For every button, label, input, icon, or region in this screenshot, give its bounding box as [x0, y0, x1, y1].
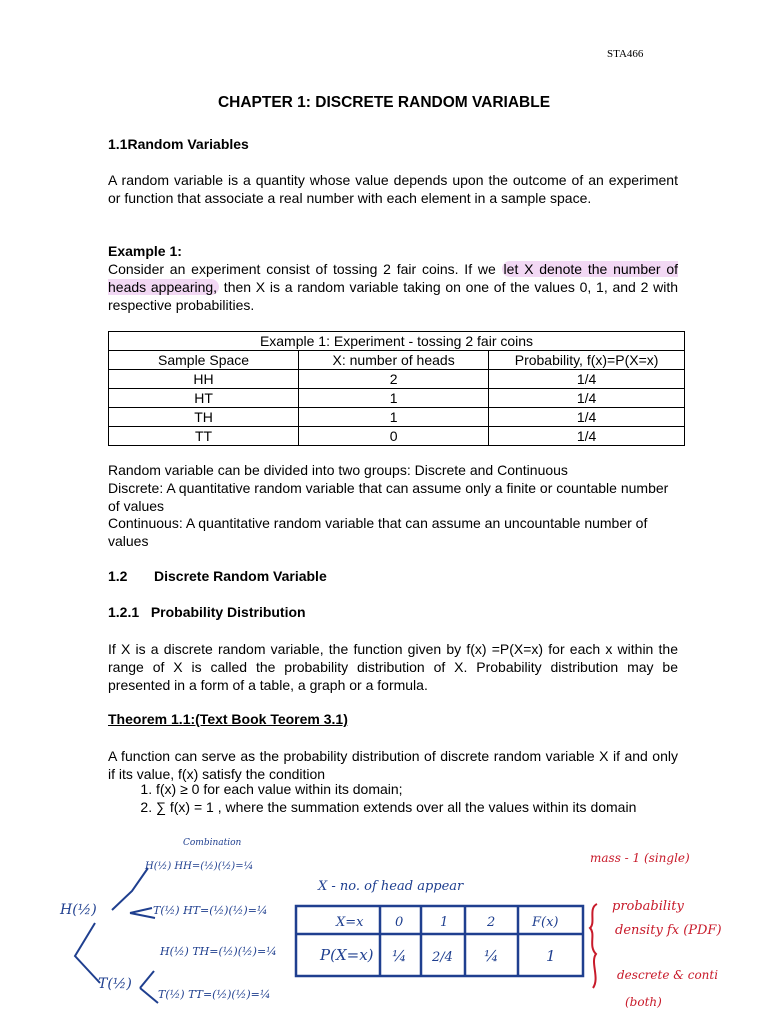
table-cell: 1/4	[489, 389, 685, 408]
theorem-intro: A function can serve as the probability distribution of discrete random variable X if and only if its value, f(x) satisfy the condition	[108, 748, 678, 782]
highlighted-text: let X denote the number of heads appearing,	[108, 261, 679, 295]
example-paragraph	[108, 260, 678, 314]
table-cell: 2	[299, 370, 489, 389]
hw-cell: 1	[440, 915, 449, 930]
section-number: 1.1	[108, 136, 128, 152]
tree-root-h: H(½)	[60, 902, 97, 918]
hw-cell: X=x	[336, 915, 364, 930]
x-label: X - no. of head appear	[318, 879, 464, 894]
hw-cell: 2/4	[432, 950, 453, 965]
branch-line	[140, 988, 158, 1003]
combination-label: Combination	[183, 838, 242, 848]
table-header-cell: Probability, f(x)=P(X=x)	[489, 351, 685, 370]
groups-line-2: Discrete: A quantitative random variable that can assume only a finite or countable number of values	[108, 480, 669, 514]
tree-ht: T(½) HT=(½)(½)=¼	[153, 904, 268, 917]
branch-line	[112, 868, 148, 910]
section-number: 1.2	[108, 568, 128, 584]
pdf-note-3: descrete & conti	[617, 968, 719, 982]
table-cell: HH	[109, 370, 299, 389]
page-title: CHAPTER 1: DISCRETE RANDOM VARIABLE	[217, 94, 551, 111]
definition-paragraph: A random variable is a quantity whose value depends upon the outcome of an experiment or function that associate a real number with each element in a sample space.	[108, 172, 678, 206]
hw-cell: P(X=x)	[320, 946, 374, 964]
table-cell: 1/4	[489, 427, 685, 446]
table-row	[109, 408, 685, 427]
example-text-before: Consider an experiment consist of tossing 2 fair coins. If we	[108, 261, 502, 277]
condition-list	[128, 780, 726, 816]
table-row	[109, 370, 685, 389]
hw-cell: F(x)	[532, 915, 559, 930]
table-header-cell: X: number of heads	[299, 351, 489, 370]
theorem-title: Theorem 1.1:(Text Book Teorem 3.1)	[108, 711, 348, 727]
table-cell: 1	[299, 408, 489, 427]
table-cell: 1/4	[489, 370, 685, 389]
section-1-2-heading	[108, 568, 327, 584]
table-cell: 1	[299, 389, 489, 408]
table-cell: 0	[299, 427, 489, 446]
pdf-note-2: density fx (PDF)	[615, 923, 722, 938]
branch-line	[130, 908, 152, 913]
condition-item: 1. f(x) ≥ 0 for each value within its domain;	[156, 780, 726, 798]
table-cell: TT	[109, 427, 299, 446]
table-header-cell: Sample Space	[109, 351, 299, 370]
hw-cell: ¼	[392, 947, 407, 965]
red-handwriting	[590, 851, 722, 1009]
tree-hh: H(½) HH=(½)(½)=¼	[145, 861, 254, 872]
hw-cell: ¼	[484, 947, 499, 965]
hw-cell: 1	[546, 947, 556, 965]
hw-cell: 0	[395, 915, 404, 930]
table-row	[109, 389, 685, 408]
section-number: 1.2.1	[108, 604, 140, 620]
table-cell: 1/4	[489, 408, 685, 427]
table-header-row	[109, 351, 685, 370]
course-code: STA466	[607, 48, 644, 60]
pdf-note-4: (both)	[625, 995, 662, 1009]
section-title: Random Variables	[127, 136, 249, 152]
hw-cell: 2	[487, 915, 496, 930]
tree-root-t: T(½)	[98, 976, 132, 992]
table-caption-row	[109, 332, 685, 351]
handwritten-notes	[0, 828, 768, 1024]
groups-line-1: Random variable can be divided into two groups: Discrete and Continuous	[108, 462, 568, 478]
table-cell: TH	[109, 408, 299, 427]
groups-line-3: Continuous: A quantitative random variable that can assume an uncountable number of values	[108, 515, 648, 549]
example-heading: Example 1:	[108, 243, 182, 259]
tree-tt: T(½) TT=(½)(½)=¼	[158, 988, 271, 1001]
tree-th: H(½) TH=(½)(½)=¼	[160, 945, 277, 958]
probability-distribution-paragraph: If X is a discrete random variable, the function given by f(x) =P(X=x) for each x within the range of X is called the probability distribution of X. Probability distribution may be presented in a form of a table, a graph or a formula.	[108, 641, 678, 693]
section-title: Probability Distribution	[150, 604, 306, 620]
branch-line	[75, 923, 100, 983]
branch-line	[140, 971, 154, 988]
table-row	[109, 427, 685, 446]
section-1-2-1-heading	[108, 604, 306, 620]
table-caption: Example 1: Experiment - tossing 2 fair coins	[109, 332, 685, 351]
example-text-after: then X is a random variable taking on one of the values 0, 1, and 2 with respective probabilities.	[108, 279, 679, 313]
section-1-1-heading	[108, 136, 249, 152]
branch-line	[130, 913, 155, 918]
table-cell: HT	[109, 389, 299, 408]
example-table	[108, 331, 685, 446]
pdf-note-1: probability	[612, 899, 684, 914]
section-title: Discrete Random Variable	[154, 568, 327, 584]
mass-note: mass - 1 (single)	[590, 851, 690, 865]
red-bracket	[590, 904, 597, 988]
condition-item: 2. ∑ f(x) = 1 , where the summation extends over all the values within its domain	[156, 798, 726, 816]
